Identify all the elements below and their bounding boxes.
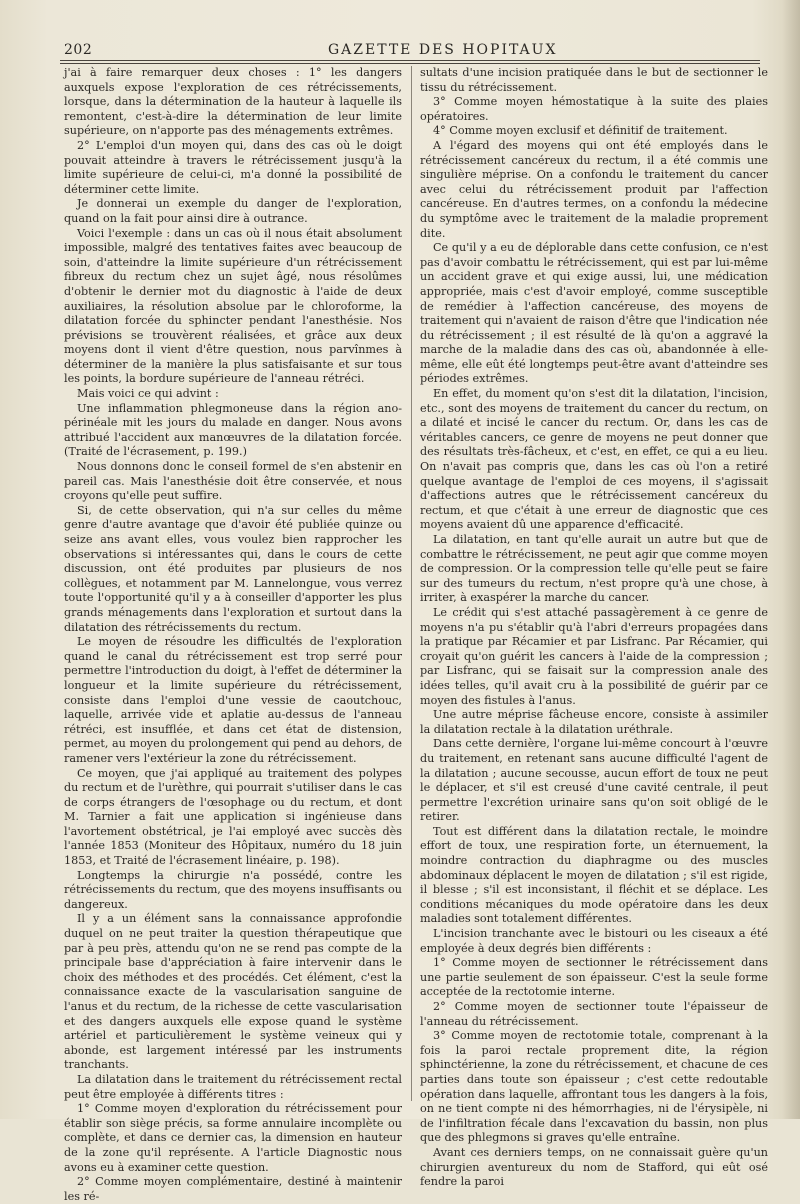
paragraph: 3° Comme moyen hémostatique à la suite des plaies opératoires. [420, 95, 768, 123]
paragraph: Voici l'exemple : dans un cas où il nous était absolument impossible, malgré des tentatives faites avec beaucoup de soin, d'atteindre la limite supérieure d'un rétrécissement fibreux du rectum chez un sujet âgé, nous résolûmes d'obtenir le dernier mot du diagnostic à l'aide de deux auxiliaires, la résolution absolue par le chloroforme, la dilatation forcée du sphincter pendant l'anesthésie. Nos prévisions se trouvèrent réalisées, et grâce aux deux moyens dont il vient d'être question, nous parvînmes à déterminer de la manière la plus satisfaisante et sur tous les points, la bordure supérieure de l'anneau rétréci. [64, 226, 402, 386]
paragraph: Mais voici ce qui advint : [77, 387, 219, 401]
paragraph: A l'égard des moyens qui ont été employés dans le rétrécissement cancéreux du rectum, il a été commis une singulière méprise. On a confondu le traitement du cancer avec celui du rétrécissement produit par l'affection cancéreuse. En d'autres termes, on a confondu la médecine du symptôme avec le traitement de la maladie proprement dite. [420, 138, 768, 240]
paragraph: 2° L'emploi d'un moyen qui, dans des cas où le doigt pouvait atteindre à travers le rétrécissement jusqu'à la limite supérieure de celui-ci, m'a donné la possibilité de déterminer cette limite. [64, 138, 402, 196]
header-rule [60, 60, 760, 64]
paragraph: Tout est différent dans la dilatation rectale, le moindre effort de toux, une respiration forte, un éternuement, la moindre contraction du diaphragme ou des muscles abdominaux déplacent le moyen de dilatation ; s'il est rigide, il blesse ; s'il est inconsistant, il fléchit et se déplace. Les conditions mécaniques du mode opératoire dans les deux maladies sont totalement différentes. [420, 824, 768, 926]
left-column [64, 66, 402, 1203]
column-divider [411, 66, 412, 1101]
paragraph: 2° Comme moyen complémentaire, destiné à maintenir les ré- [64, 1175, 402, 1203]
paragraph: La dilatation dans le traitement du rétrécissement rectal peut être employée à différents titres : [64, 1072, 402, 1101]
paragraph: 4° Comme moyen exclusif et définitif de traitement. [433, 124, 728, 138]
paragraph: Il y a un élément sans la connaissance approfondie duquel on ne peut traiter la question thérapeutique que par à peu près, attendu qu'on ne se rend pas compte de la principale base d'appréciation à faire intervenir dans le choix des méthodes et des procédés. Cet élément, c'est la connaissance exacte de la vascularisation sanguine de l'anus et du rectum, de la richesse de cette vascularisation et des dangers auxquels elle expose quand le système artériel et particulièrement le système veineux qui y abonde, est largement intéressé par les instruments tranchants. [64, 912, 402, 1072]
paragraph: Je donnerai un exemple du danger de l'exploration, quand on la fait pour ainsi dire à outrance. [64, 197, 402, 225]
running-title: GAZETTE DES HOPITAUX [328, 42, 558, 58]
paragraph: Dans cette dernière, l'organe lui-même concourt à l'œuvre du traitement, en retenant sans aucune difficulté l'agent de la dilatation ; aucune secousse, aucun effort de toux ne peut le déplacer, et s'il est creusé d'une cavité centrale, il peut permettre l'excrétion urinaire sans qu'on soit obligé de le retirer. [420, 737, 768, 824]
paragraph: Le crédit qui s'est attaché passagèrement à ce genre de moyens n'a pu s'établir qu'à l'abri d'erreurs propagées dans la pratique par Récamier et par Lisfranc. Par Récamier, qui croyait qu'on guérit les cancers à l'aide de la compression ; par Lisfranc, qui se faisait sur la compression anale des idées telles, qu'il avait cru à la possibilité de guérir par ce moyen des fistules à l'anus. [420, 605, 768, 707]
paragraph: Une inflammation phlegmoneuse dans la région ano-périnéale mit les jours du malade en danger. Nous avons attribué l'accident aux manœuvres de la dilatation forcée. (Traité de l'écrasement, p. 199.) [64, 401, 402, 459]
paragraph: La dilatation, en tant qu'elle aurait un autre but que de combattre le rétrécissement, ne peut agir que comme moyen de compression. Or la compression telle qu'elle peut se faire sur des tumeurs du rectum, n'est propre qu'à une chose, à irriter, à exaspérer la marche du cancer. [420, 533, 768, 605]
paragraph: Ce moyen, que j'ai appliqué au traitement des polypes du rectum et de l'urèthre, qui pourrait s'utiliser dans le cas de corps étrangers de l'œsophage ou du rectum, et dont M. Tarnier a fait une application si ingénieuse dans l'avortement obstétrical, je l'ai employé avec succès dès l'année 1853 (Moniteur des Hôpitaux, numéro du 18 juin 1853, et Traité de l'écrasement linéaire, p. 198). [64, 766, 402, 868]
paragraph: Avant ces derniers temps, on ne connaissait guère qu'un chirurgien aventureux du nom de Stafford, qui eût osé fendre la paroi [420, 1145, 768, 1189]
paragraph: Longtemps la chirurgie n'a possédé, contre les rétrécissements du rectum, que des moyens insuffisants ou dangereux. [64, 868, 402, 911]
paragraph: 1° Comme moyen d'exploration du rétrécissement pour établir son siège précis, sa forme annulaire incomplète ou complète, et dans ce dernier cas, la dimension en hauteur de la zone qu'il représente. A l'article Diagnostic nous avons eu à examiner cette question. [64, 1102, 402, 1174]
paragraph: Le moyen de résoudre les difficultés de l'exploration quand le canal du rétrécissement est trop serré pour permettre l'introduction du doigt, à l'effet de déterminer la longueur et la limite supérieure du rétrécissement, consiste dans l'emploi d'une vessie de caoutchouc, laquelle, arrivée vide et aplatie au-dessus de l'anneau rétréci, est insufflée, et dans cet état de distension, permet, au moyen du prolongement qui pend au dehors, de ramener vers l'extérieur la zone du rétrécissement. [64, 635, 402, 765]
right-column [420, 66, 768, 1189]
paragraph: Une autre méprise fâcheuse encore, consiste à assimiler la dilatation rectale à la dilatation uréthrale. [420, 708, 768, 736]
paragraph: L'incision tranchante avec le bistouri ou les ciseaux a été employée à deux degrés bien différents : [420, 927, 768, 955]
paragraph: Nous donnons donc le conseil formel de s'en abstenir en pareil cas. Mais l'anesthésie doit être conservée, et nous croyons qu'elle peut suffire. [64, 460, 402, 503]
paragraph: 3° Comme moyen de rectotomie totale, comprenant à la fois la paroi rectale proprement dite, la région sphinctérienne, la zone du rétrécissement, et chacune de ces parties dans toute son épaisseur ; c'est cette redoutable opération dans laquelle, affrontant tous les dangers à la fois, on ne tient compte ni des hémorrhagies, ni de l'érysipèle, ni de l'infiltration fécale dans l'excavation du bassin, non plus que des phlegmons si graves qu'elle entraîne. [420, 1029, 768, 1145]
page-header [60, 34, 760, 56]
paragraph: sultats d'une incision pratiquée dans le but de sectionner le tissu du rétrécissement. [420, 66, 768, 94]
paragraph: Ce qu'il y a eu de déplorable dans cette confusion, ce n'est pas d'avoir combattu le rétrécissement, qui est par lui-même un accident grave et qui exige aussi, lui, une médication appropriée, mais c'est d'avoir employé, comme susceptible de remédier à l'affection cancéreuse, des moyens de traitement qui n'avaient de raison d'être que l'indication née du rétrécissement ; il est résulté de là qu'on a aggravé la marche de la maladie dans des cas où, abandonnée à elle-même, elle eût été longtemps peut-être avant d'atteindre ses périodes extrêmes. [420, 241, 768, 386]
page-number: 202 [64, 42, 93, 58]
page-edge-shadow [782, 0, 800, 1119]
paragraph: Si, de cette observation, qui n'a sur celles du même genre d'autre avantage que d'avoir été publiée quinze ou seize ans avant elles, vous voulez bien rapprocher les observations si intéressantes qui, dans le cours de cette discussion, ont été produites par plusieurs de nos collègues, et notamment par M. Lannelongue, vous verrez toute l'opportunité qu'il y a à conseiller d'apporter les plus grands ménagements dans l'exploration et surtout dans la dilatation des rétrécissements du rectum. [64, 503, 402, 634]
paragraph: 2° Comme moyen de sectionner toute l'épaisseur de l'anneau du rétrécissement. [420, 1000, 768, 1028]
paragraph: En effet, du moment qu'on s'est dit la dilatation, l'incision, etc., sont des moyens de traitement du cancer du rectum, on a dilaté et incisé le cancer du rectum. Or, dans les cas de véritables cancers, ce genre de moyens ne peut donner que des résultats très-fâcheux, et c'est, en effet, ce qui a eu lieu. On n'avait pas compris que, dans les cas où l'on a retiré quelque avantage de l'emploi de ces moyens, il s'agissait d'affections autres que le rétrécissement cancéreux du rectum, et que c'était à une erreur de diagnostic que ces moyens avaient dû une apparence d'efficacité. [420, 387, 768, 532]
paragraph: j'ai à faire remarquer deux choses : 1° les dangers auxquels expose l'exploration de ces rétrécissements, lorsque, dans la détermination de la hauteur à laquelle ils remontent, c'est-à-dire la détermination de leur limite supérieure, on n'apporte pas des ménagements extrêmes. [64, 66, 402, 138]
paragraph: 1° Comme moyen de sectionner le rétrécissement dans une partie seulement de son épaisseur. C'est la seule forme acceptée de la rectotomie interne. [420, 956, 768, 999]
